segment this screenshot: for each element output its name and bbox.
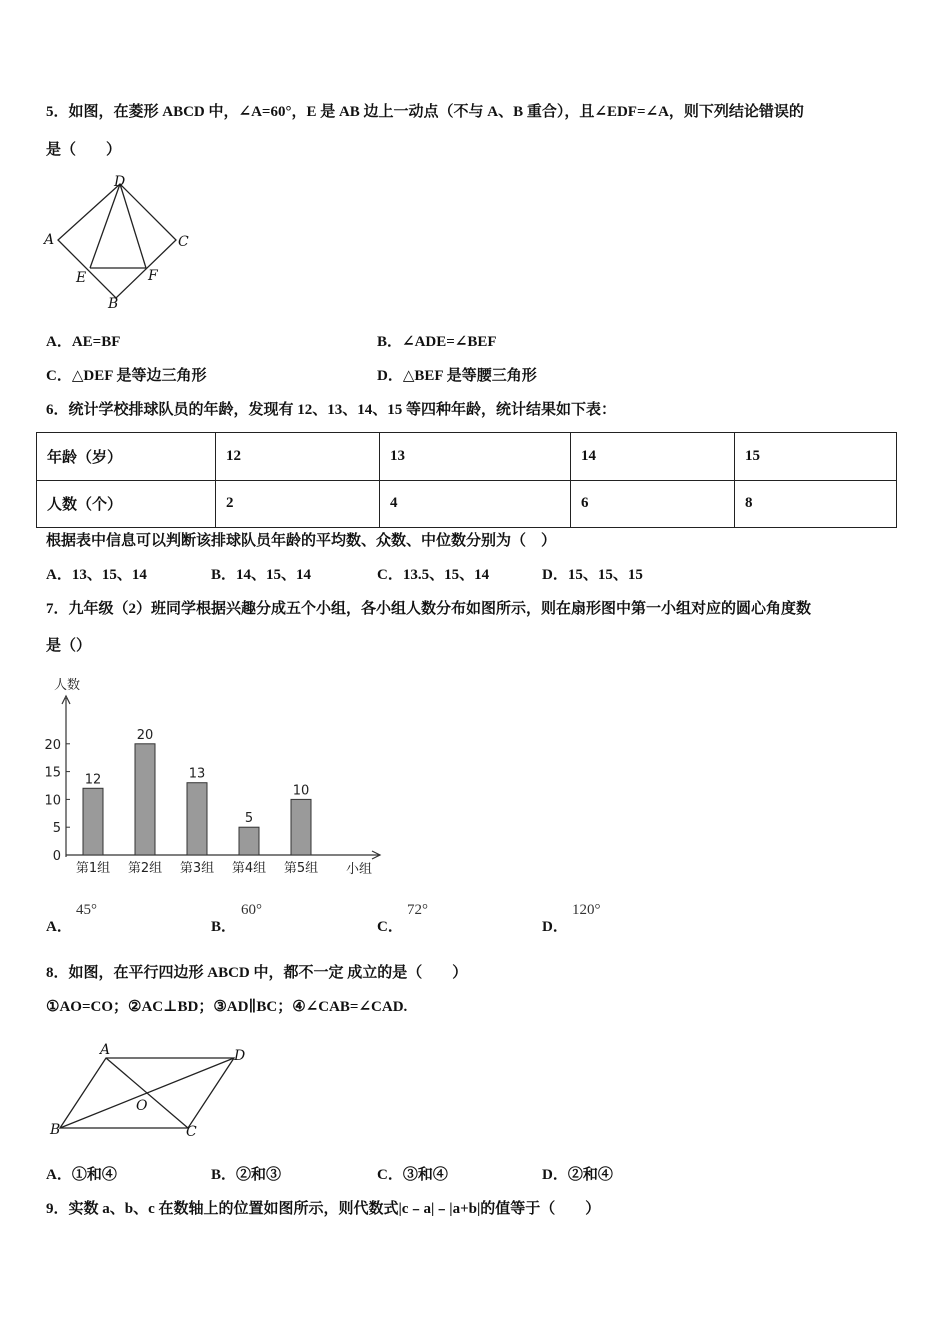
q8-parallelogram-figure xyxy=(46,1038,261,1138)
q9-stem: 9．实数 a、b、c 在数轴上的位置如图所示，则代数式|c﹣a|﹣|a+b|的值等于（ ） xyxy=(46,1201,601,1217)
bar-1 xyxy=(83,788,103,855)
bar-value-label: 10 xyxy=(292,783,310,799)
label-d: D xyxy=(234,1048,246,1064)
y-tick-label: 0 xyxy=(52,849,61,864)
label-b: B xyxy=(108,296,119,312)
bar-value-label: 12 xyxy=(84,772,102,788)
table-cell: 人数（个） xyxy=(37,480,216,528)
q6-option-b[interactable]: B．14、15、14 xyxy=(211,567,312,583)
q5-stem-line1: 5．如图，在菱形 ABCD 中，∠A=60°，E 是 AB 边上一动点（不与 A、B 重合），且∠EDF=∠A，则下列结论错误的 xyxy=(46,104,804,120)
table-cell: 13 xyxy=(380,433,571,481)
chart-ylabel: 人数 xyxy=(54,678,81,693)
q8-option-d[interactable]: D．②和④ xyxy=(542,1167,613,1183)
table-cell: 8 xyxy=(735,480,897,528)
x-tick-label: 第5组 xyxy=(283,861,319,876)
bar-value-label: 13 xyxy=(188,766,206,782)
x-tick-label: 第3组 xyxy=(179,861,215,876)
bar-3 xyxy=(187,783,207,855)
q8-stem: 8．如图，在平行四边形 ABCD 中，都不一定 成立的是（ ） xyxy=(46,965,468,981)
x-tick-label: 第2组 xyxy=(127,861,163,876)
q7-option-a-value: 45° xyxy=(76,902,97,918)
label-o: O xyxy=(136,1098,148,1114)
y-tick-label: 5 xyxy=(52,821,61,837)
q8-option-b[interactable]: B．②和③ xyxy=(211,1167,282,1183)
q6-question: 根据表中信息可以判断该排球队员年龄的平均数、众数、中位数分别为（ ） xyxy=(46,533,557,549)
label-e: E xyxy=(76,270,87,286)
age-table xyxy=(36,432,897,528)
q6-option-a[interactable]: A．13、15、14 xyxy=(46,567,147,583)
bar-5 xyxy=(291,799,311,855)
q7-stem-line2: 是（） xyxy=(46,638,92,654)
chart-xlabel: 小组 xyxy=(346,862,373,877)
y-tick-label: 20 xyxy=(44,737,61,753)
bar-2 xyxy=(135,744,155,855)
q7-option-b-value: 60° xyxy=(241,902,262,918)
x-tick-label: 第4组 xyxy=(231,861,267,876)
q7-option-b-label[interactable]: B． xyxy=(211,919,237,935)
table-cell: 6 xyxy=(571,480,735,528)
q6-option-c[interactable]: C．13.5、15、14 xyxy=(377,567,490,583)
table-cell: 14 xyxy=(571,433,735,481)
q6-stem: 6．统计学校排球队员的年龄，发现有 12、13、14、15 等四种年龄，统计结果如下表： xyxy=(46,402,617,418)
q7-option-d-label[interactable]: D． xyxy=(542,919,568,935)
label-b: B xyxy=(50,1122,61,1138)
bar-value-label: 5 xyxy=(244,811,254,827)
table-row xyxy=(37,480,897,528)
diagonal-bd xyxy=(60,1058,234,1128)
label-c: C xyxy=(186,1124,197,1138)
table-cell: 12 xyxy=(216,433,380,481)
bar-4 xyxy=(239,827,259,855)
q5-option-b[interactable]: B．∠ADE=∠BEF xyxy=(377,334,497,350)
q8-option-c[interactable]: C．③和④ xyxy=(377,1167,448,1183)
q5-option-c[interactable]: C．△DEF 是等边三角形 xyxy=(46,368,207,384)
table-cell: 4 xyxy=(380,480,571,528)
table-cell: 15 xyxy=(735,433,897,481)
table-cell: 2 xyxy=(216,480,380,528)
label-d: D xyxy=(114,174,126,190)
q7-option-a-label[interactable]: A． xyxy=(46,919,72,935)
label-c: C xyxy=(178,234,189,250)
q7-option-d-value: 120° xyxy=(572,902,601,918)
label-a: A xyxy=(100,1042,111,1058)
q7-option-c-value: 72° xyxy=(407,902,428,918)
table-row xyxy=(37,433,897,481)
x-tick-label: 第1组 xyxy=(75,861,111,876)
bar-value-label: 20 xyxy=(136,727,154,743)
q7-option-c-label[interactable]: C． xyxy=(377,919,403,935)
q7-stem-line1: 7．九年级（2）班同学根据兴趣分成五个小组，各小组人数分布如图所示，则在扇形图中第一小组对应的圆心角度数 xyxy=(46,601,812,617)
table-cell: 年龄（岁） xyxy=(37,433,216,481)
q5-rhombus-figure xyxy=(40,174,200,314)
q8-option-a[interactable]: A．①和④ xyxy=(46,1167,117,1183)
q5-option-a[interactable]: A．AE=BF xyxy=(46,334,121,350)
label-f: F xyxy=(148,268,158,284)
q6-option-d[interactable]: D．15、15、15 xyxy=(542,567,643,583)
q8-conditions: ①AO=CO；②AC⊥BD；③AD∥BC；④∠CAB=∠CAD. xyxy=(46,999,408,1015)
y-tick-label: 15 xyxy=(44,765,61,781)
q5-option-d[interactable]: D．△BEF 是等腰三角形 xyxy=(377,368,537,384)
q5-stem-line2: 是（ ） xyxy=(46,142,122,158)
group-bar-chart xyxy=(40,672,390,887)
segment-de xyxy=(90,184,120,268)
y-tick-label: 10 xyxy=(44,793,61,809)
label-a: A xyxy=(44,232,55,248)
